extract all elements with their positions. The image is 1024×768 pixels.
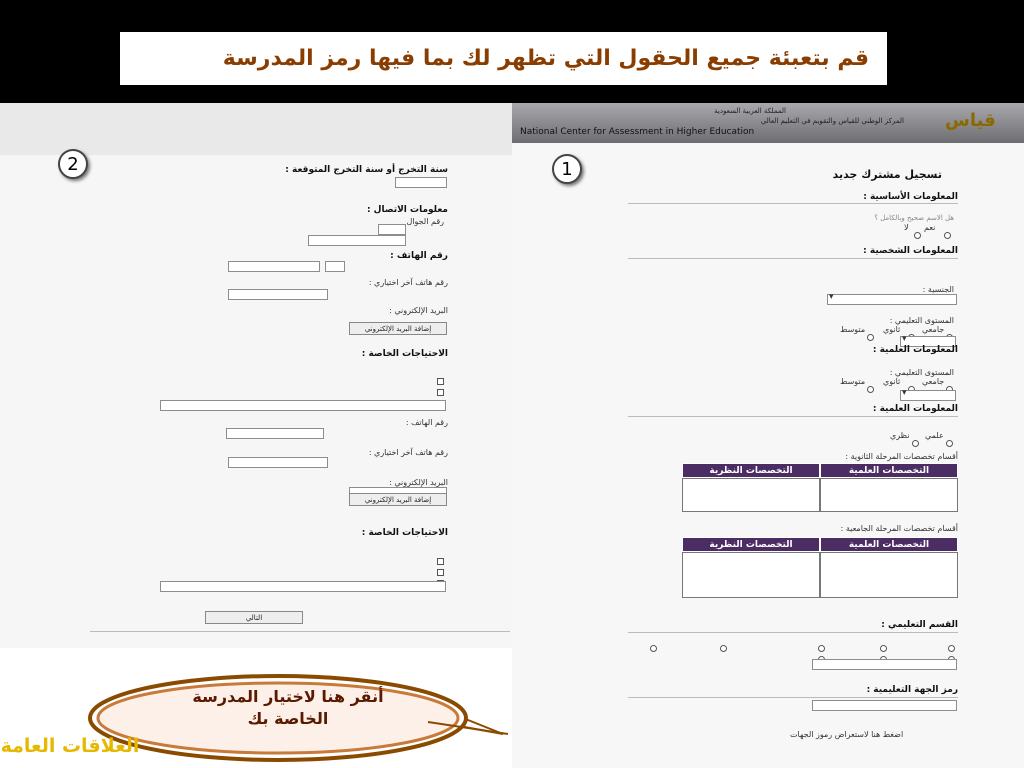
dept-radio-5[interactable] xyxy=(650,637,657,656)
school-code-input[interactable] xyxy=(812,700,957,711)
branch-opt-theory: نظري xyxy=(890,431,910,440)
ed-opt-secondary: ثانوي xyxy=(883,325,901,334)
school-codes-link[interactable]: اضغط هنا لاستعراض رموز الجهات xyxy=(790,730,904,739)
slide-title: قم بتعبئة جميع الحقول التي تظهر لك بما فيها رمز المدرسة xyxy=(222,46,869,71)
school-code-label: رمز الجهة التعليمية : xyxy=(866,685,958,695)
callout-text: أنقر هنا لاختيار المدرسة الخاصة بك xyxy=(192,687,384,728)
no-label: لا xyxy=(904,223,909,232)
divider-basic xyxy=(628,203,958,204)
contact-info-heading: معلومات الاتصال : xyxy=(366,205,448,215)
edu-dept-label: القسم التعليمي : xyxy=(881,620,958,630)
nationality-label: الجنسية : xyxy=(922,285,954,294)
special-needs2-heading: الاحتياجات الخاصة : xyxy=(361,528,448,538)
add-email-button[interactable]: إضافة البريد الإلكتروني xyxy=(349,322,447,335)
add-email2-button[interactable]: إضافة البريد الإلكتروني xyxy=(349,493,447,506)
edu-level-label: المستوى التعليمي : xyxy=(889,316,954,325)
divider-dept xyxy=(628,632,958,633)
table2-head-science: التخصصات العلمية xyxy=(820,537,958,552)
table2-cell-theory xyxy=(682,552,820,598)
grad-year-input[interactable] xyxy=(395,177,447,188)
other-phone-label-2: رقم هاتف آخر اختياري : xyxy=(368,448,448,457)
edu-level-label-2: المستوى التعليمي : xyxy=(889,368,954,377)
table2-title: أقسام تخصصات المرحلة الجامعية : xyxy=(840,524,958,533)
ed2-opt-intermediate: متوسط xyxy=(840,377,866,386)
divider-school xyxy=(628,697,958,698)
special-needs-heading: الاحتياجات الخاصة : xyxy=(361,349,448,359)
science-info-heading-1: المعلومات العلمية : xyxy=(872,345,958,355)
other-phone-input-2[interactable] xyxy=(228,457,328,468)
dept-other-input[interactable] xyxy=(812,659,957,670)
basic-info-heading: المعلومات الأساسية : xyxy=(863,192,958,202)
mobile-number-input[interactable] xyxy=(308,235,406,246)
other-phone-label-1: رقم هاتف آخر اختياري : xyxy=(368,278,448,287)
phone-label: رقم الهاتف : xyxy=(390,251,448,261)
ed-opt-university: جامعي xyxy=(922,325,945,334)
mobile2-number-input[interactable] xyxy=(226,428,324,439)
ed-radio-intermediate[interactable] xyxy=(867,326,874,345)
ed-opt-intermediate: متوسط xyxy=(840,325,866,334)
ed2-radio-intermediate[interactable] xyxy=(867,378,874,397)
step-badge-1: 1 xyxy=(552,154,582,184)
table1-cell-science xyxy=(820,478,958,512)
phone-number-input[interactable] xyxy=(228,261,320,272)
personal-info-heading: المعلومات الشخصية : xyxy=(863,246,958,256)
mobile-label: رقم الجوال xyxy=(406,217,444,226)
phone-area-input[interactable] xyxy=(325,261,345,272)
slide-title-box xyxy=(120,32,887,85)
left-screenshot-panel xyxy=(0,103,512,648)
divider-science xyxy=(628,416,958,417)
header-en: National Center for Assessment in Higher Education xyxy=(520,127,755,137)
table1-cell-theory xyxy=(682,478,820,512)
grad-year-label: سنة التخرج أو سنة التخرج المتوقعة : xyxy=(285,165,448,175)
special-needs-other-input[interactable] xyxy=(160,400,446,411)
left-footer-divider xyxy=(90,631,510,632)
header-ar-line-1: المملكة العربية السعودية xyxy=(714,107,786,115)
mobile-prefix-input[interactable] xyxy=(378,224,406,235)
dept-radio-4[interactable] xyxy=(720,637,727,656)
nationality-select[interactable] xyxy=(827,294,957,305)
name-confirm-text: هل الاسم صحيح وبالكامل ؟ xyxy=(874,214,954,222)
special-needs2-other-input[interactable] xyxy=(160,581,446,592)
branch-radio-theory[interactable] xyxy=(912,432,919,451)
divider-personal xyxy=(628,258,958,259)
table2-cell-science xyxy=(820,552,958,598)
footer-public-relations: العلاقات العامة xyxy=(0,735,140,757)
ed2-opt-secondary: ثانوي xyxy=(883,377,901,386)
email2-label: البريد الإلكتروني : xyxy=(389,478,448,487)
table1-head-theory: التخصصات النظرية xyxy=(682,463,820,478)
radio-no[interactable] xyxy=(914,224,921,243)
page-title: تسجيل مشترك جديد xyxy=(832,168,942,181)
radio-yes[interactable] xyxy=(944,224,951,243)
ed2-opt-university: جامعي xyxy=(922,377,945,386)
branch-opt-science: علمي xyxy=(925,431,944,440)
mobile2-label: رقم الهاتف : xyxy=(405,418,448,427)
step-badge-2: 2 xyxy=(58,149,88,179)
qiyas-logo-icon: قياس xyxy=(945,110,996,131)
table2-head-theory: التخصصات النظرية xyxy=(682,537,820,552)
header-ar-line-2: المركز الوطني للقياس والتقويم في التعليم العالي xyxy=(760,117,904,125)
table1-head-science: التخصصات العلمية xyxy=(820,463,958,478)
email-label: البريد الإلكتروني : xyxy=(389,306,448,315)
ed2-sub-select[interactable] xyxy=(900,390,956,401)
other-phone-input-1[interactable] xyxy=(228,289,328,300)
table1-title: أقسام تخصصات المرحلة الثانوية : xyxy=(845,452,958,461)
branch-radio-science[interactable] xyxy=(946,432,953,451)
left-panel-top-area xyxy=(0,103,512,155)
yes-label: نعم xyxy=(924,223,936,232)
next-button[interactable]: التالي xyxy=(205,611,303,624)
science-info-heading-2: المعلومات العلمية : xyxy=(872,404,958,414)
